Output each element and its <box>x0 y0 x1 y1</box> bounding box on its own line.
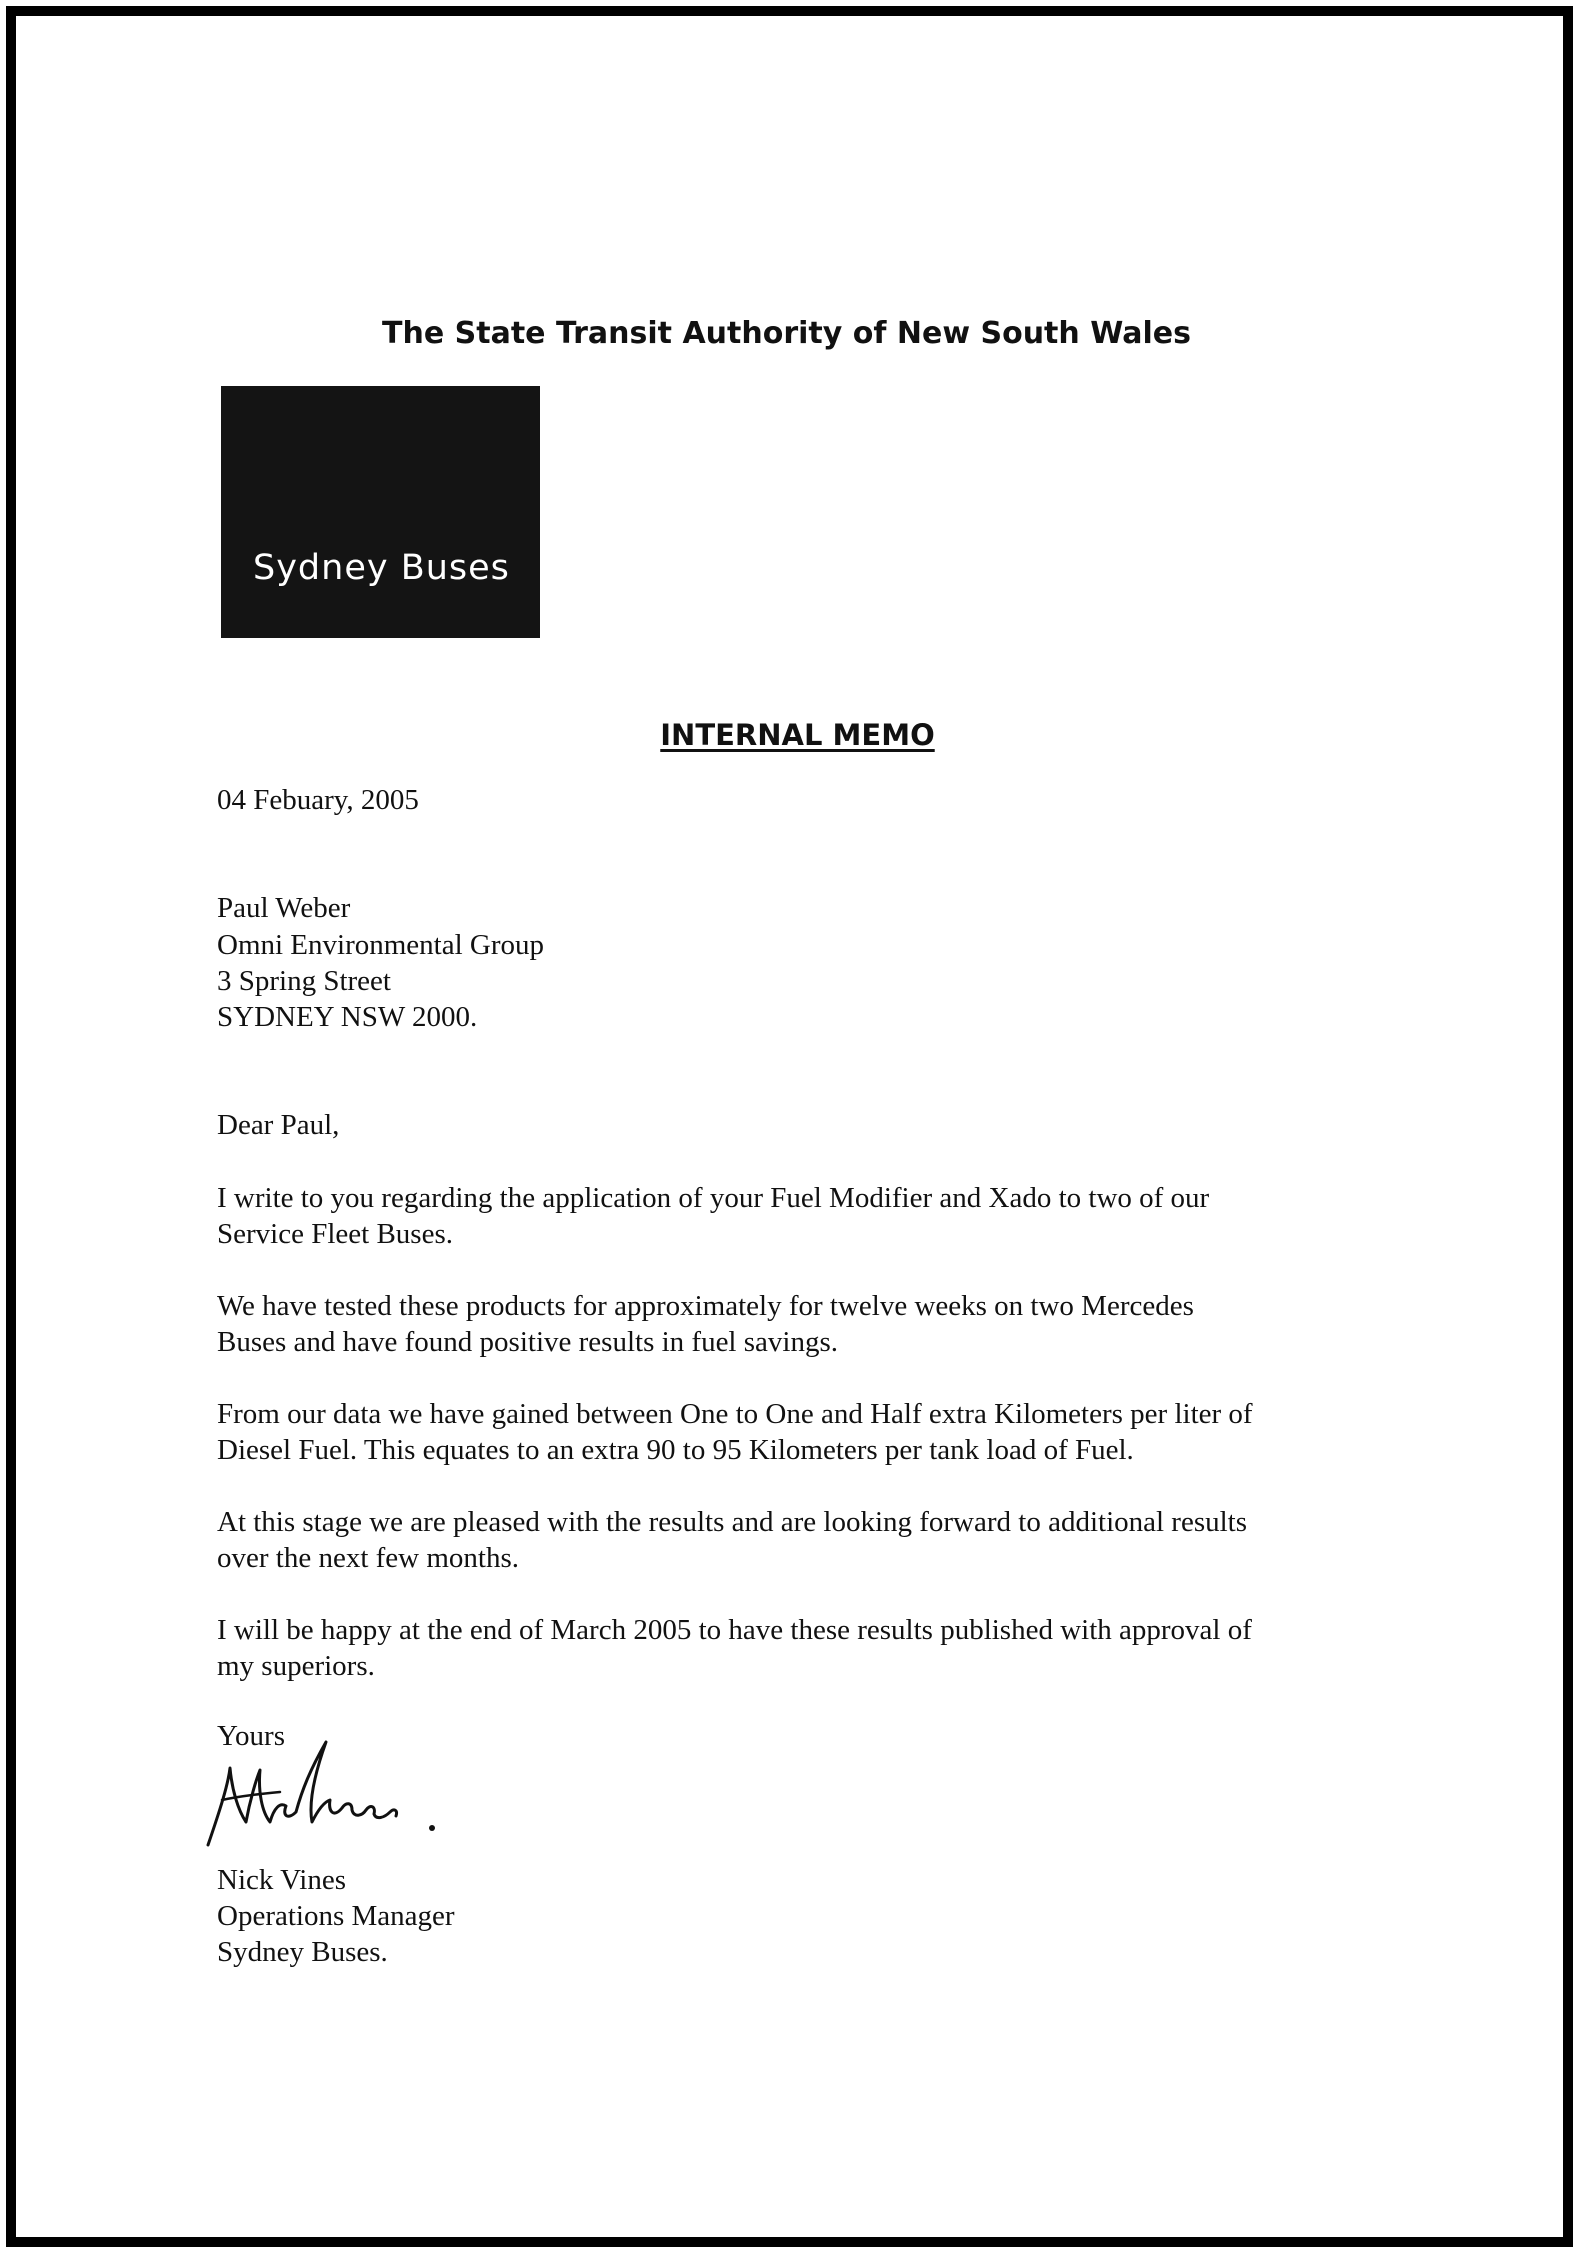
paragraph-2-line-2: Buses and have found positive results in fuel savings. <box>217 1326 838 1358</box>
paragraph-2 <box>217 1288 1377 1360</box>
paragraph-4 <box>217 1504 1377 1576</box>
paragraph-1-line-1: I write to you regarding the application of your Fuel Modifier and Xado to two of our <box>217 1182 1210 1214</box>
memo-title <box>0 718 1573 752</box>
paragraph-4-line-2: over the next few months. <box>217 1542 520 1574</box>
salutation: Dear Paul, <box>217 1109 340 1141</box>
paragraph-3-line-1: From our data we have gained between One to One and Half extra Kilometers per liter of <box>217 1398 1253 1430</box>
memo-date: 04 Febuary, 2005 <box>217 784 419 816</box>
signature-image <box>200 1730 460 1850</box>
sender-name: Nick Vines <box>217 1864 347 1896</box>
sydney-buses-logo <box>221 386 540 638</box>
recipient-street: 3 Spring Street <box>217 965 391 997</box>
paragraph-3 <box>217 1396 1377 1468</box>
closing: Yours <box>217 1720 285 1752</box>
paragraph-1 <box>217 1180 1377 1252</box>
paragraph-5-line-1: I will be happy at the end of March 2005 to have these results published with approval of <box>217 1614 1252 1646</box>
paragraph-5-line-2: my superiors. <box>217 1650 375 1682</box>
paragraph-5 <box>217 1612 1377 1684</box>
logo-text: Sydney Buses <box>253 548 510 588</box>
recipient-city: SYDNEY NSW 2000. <box>217 1001 478 1033</box>
recipient-name: Paul Weber <box>217 892 351 924</box>
sender-title: Operations Manager <box>217 1900 455 1932</box>
authority-heading: The State Transit Authority of New South Wales <box>382 316 1191 351</box>
paragraph-1-line-2: Service Fleet Buses. <box>217 1218 453 1250</box>
sender-company: Sydney Buses. <box>217 1936 388 1968</box>
memo-title-text: INTERNAL MEMO <box>660 718 935 752</box>
paragraph-3-line-2: Diesel Fuel. This equates to an extra 90 to 95 Kilometers per tank load of Fuel. <box>217 1434 1134 1466</box>
recipient-organization: Omni Environmental Group <box>217 929 545 961</box>
paragraph-4-line-1: At this stage we are pleased with the results and are looking forward to additional results <box>217 1506 1248 1538</box>
paragraph-2-line-1: We have tested these products for approximately for twelve weeks on two Mercedes <box>217 1290 1194 1322</box>
